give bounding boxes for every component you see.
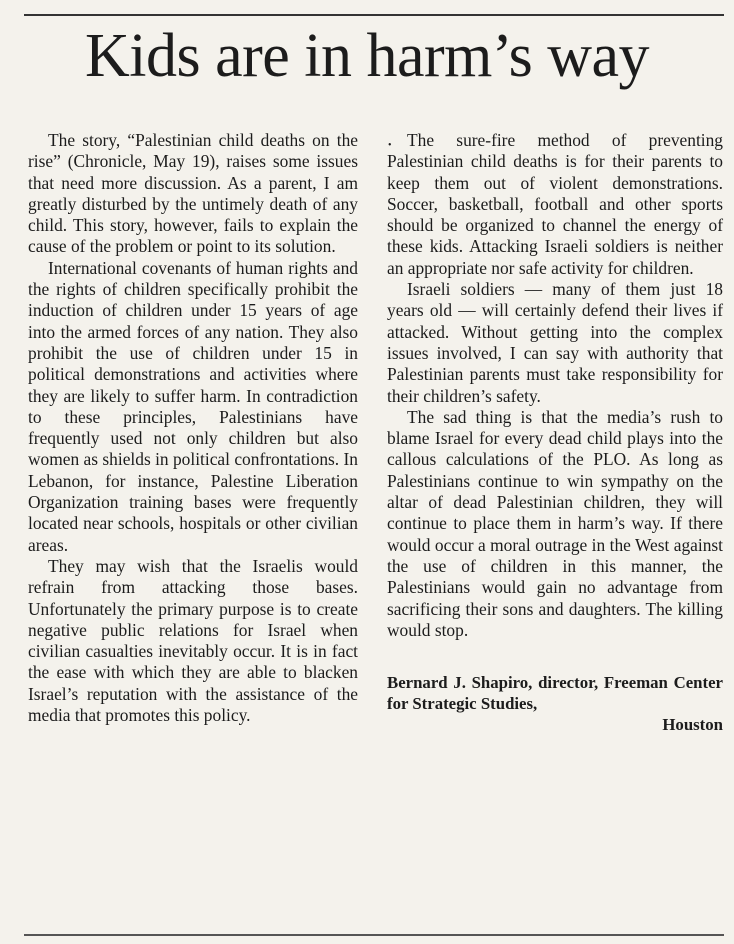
right-column <box>387 130 723 735</box>
column-bullet-mark: • <box>388 140 392 151</box>
signature-name-title: Bernard J. Shapiro, director, Freeman Center for Strategic Studies, <box>387 673 723 714</box>
paragraph: International covenants of human rights and the rights of children specifically prohibit the induction of children under 15 years of age into the armed forces of any nation. They also prohibit the use of children under 15 in political demonstrations and activities where they are likely to suffer harm. In contradiction to these principles, Palestinians have frequently used not only children but also women as shields in political confrontations. In Lebanon, for instance, Palestine Liberation Organization training bases were frequently located near schools, hospitals or other civilian areas. <box>28 257 358 555</box>
signature <box>387 672 723 735</box>
paragraph: The sad thing is that the media’s rush to blame Israel for every dead child plays into the callous calculations of the PLO. As long as Palestinians continue to win sympathy on the altar of dead Palestinian children, they will continue to place them in harm’s way. If there would occur a moral outrage in the West against the use of children in this manner, the Palestinians would gain no advantage from sacrificing their sons and daughters. The killing would stop. <box>387 406 723 640</box>
paragraph: Israeli soldiers — many of them just 18 years old — will certainly defend their lives if attacked. Without getting into the complex issues involved, I can say with authority that Palestinian parents must take responsibility for their children’s safety. <box>387 279 723 406</box>
headline: Kids are in harm’s way <box>84 22 650 90</box>
paragraph: They may wish that the Israelis would refrain from attacking those bases. Unfortunately the primary purpose is to create negative public relations for Israel when civilian casualties inevitably occur. It is in fact the ease with which they are able to blacken Israel’s reputation with the assistance of the media that promotes this policy. <box>28 555 358 726</box>
left-column <box>28 130 358 726</box>
top-rule <box>24 14 724 16</box>
signature-location: Houston <box>662 715 723 735</box>
paragraph: The sure-fire method of preventing Palestinian child deaths is for their parents to keep them out of violent demonstrations. Soccer, basketball, football and other sports should be organized to channel the energy of these kids. Attacking Israeli soldiers is neither an appropriate nor safe activity for children. <box>387 130 723 278</box>
bottom-rule <box>24 934 724 936</box>
paragraph: The story, “Palestinian child deaths on the rise” (Chronicle, May 19), raises some issues that need more discussion. As a parent, I am greatly disturbed by the untimely death of any child. This story, however, fails to explain the cause of the problem or point to its solution. <box>28 130 358 257</box>
